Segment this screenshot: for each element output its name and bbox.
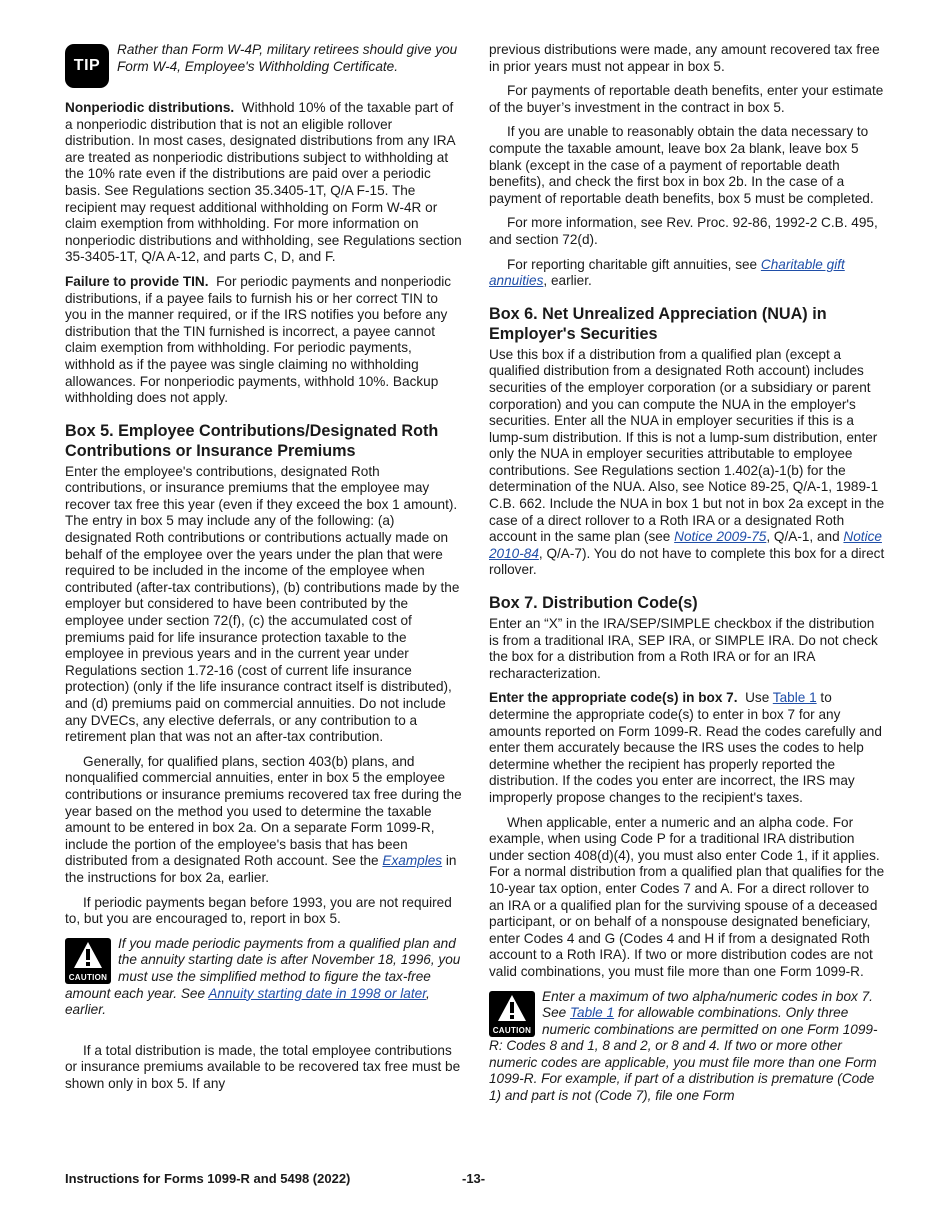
footer-title: Instructions for Forms 1099-R and 5498 (2022) [65, 1171, 351, 1186]
left-column [65, 42, 462, 1100]
box5-paragraph-3: If periodic payments began before 1993, you are not required to, but you are encouraged to, report in box 5. [65, 894, 452, 927]
caution-note-2 [489, 989, 886, 1105]
table-1-link[interactable]: Table 1 [772, 690, 817, 706]
caution1-text-end: , earlier. [65, 985, 430, 1018]
tip-icon: TIP [65, 44, 109, 88]
annuity-starting-date-link[interactable]: Annuity starting date in 1998 or later [208, 985, 426, 1001]
nonperiodic-heading: Nonperiodic distributions. [65, 100, 235, 115]
caution-icon [489, 991, 535, 1037]
right-paragraph-5 [489, 257, 886, 290]
warning-triangle-icon [73, 941, 103, 969]
notice-2009-75-link[interactable]: Notice 2009-75 [674, 529, 767, 545]
box5-heading: Box 5. Employee Contributions/Designated Roth Contributions or Insurance Premiums [65, 421, 439, 460]
failure-tin-heading: Failure to provide TIN. [65, 273, 209, 289]
box5-p2-text: Generally, for qualified plans, section 403(b) plans, and nonqualified commercial annuities, enter in box 5 the employee contributions or insurance premiums recovered tax free during the year based on the method you used to determine the taxable amount to be entered in box 2a. On a separate Form 1099-R, include the portion of the employee's basis that has been distributed from a designated Roth account. See the [65, 753, 462, 869]
box7-p2-text-end: to determine the appropriate code(s) to enter in box 7 for any amounts reported on Form 1099-R. Read the codes carefully and enter them accurately because the IRS uses the codes to help determine whether the recipient has properly reported the distribution. If the codes you enter are incorrect, the IRS may improperly propose changes to the recipient's taxes. [489, 690, 882, 805]
notice-2010-84-link[interactable]: Notice 2010-84 [489, 529, 882, 561]
caution-text-1 [65, 936, 462, 1019]
box5-paragraph-1: Enter the employee's contributions, designated Roth contributions, or insurance premiums that the employee may recover tax free this year (even if they exceed the box 1 amount). The entry in box 5 may include any of the following: (a) designated Roth contributions or contributions actually made on behalf of the employee over the years under the plan that were required to be included in the income of the employee when contributed (after-tax contributions), (b) contributions made by the employer but considered to have been contributed by the employee under section 72(f), (c) the accumulated cost of premiums paid for life insurance protection taxable to the employee in previous years and in the current year under Regulations section 1.72-16 (cost of current life insurance protection) (only if the life insurance contract itself is distributed), and (d) premiums paid on commercial annuities. Do not include any DVECs, any elective deferrals, or any contribution to a retirement plan that was not an after-tax contribution. [65, 463, 460, 745]
failure-tin-paragraph [65, 274, 462, 407]
caution-label: CAUTION [68, 972, 108, 982]
table-1-link-caution[interactable]: Table 1 [569, 1005, 615, 1021]
box6-paragraph [489, 347, 886, 579]
right-column [489, 42, 886, 1117]
caution-icon [65, 938, 111, 984]
page-number: -13- [462, 1171, 486, 1186]
box5-paragraph-2 [65, 754, 462, 887]
right-paragraph-4: For more information, see Rev. Proc. 92-86, 1992-2 C.B. 495, and section 72(d). [489, 215, 878, 247]
caution2-text-end: for allowable combinations. Only three numeric combinations are permitted on one Form 1099-R: Codes 8 and 1, 8 and 2, or 8 and 4. If two or more other numeric codes are applicable, you must file more than one Form 1099-R. For example, if part of a distribution is premature (Code 1) and part is not (Code 7), file one Form [489, 1005, 878, 1104]
box5-paragraph-4: If a total distribution is made, the total employee contributions or insurance premiums available to be recovered tax free must be shown only in box 5. If any [65, 1042, 461, 1091]
right-paragraph-3: If you are unable to reasonably obtain the data necessary to compute the taxable amount, leave box 2a blank, leave box 5 blank (except in the case of a payment of reportable death benefits), and check the first box in box 2b. In the case of a payment of reportable death benefits, box 5 must be completed. [489, 124, 874, 206]
failure-tin-text: For periodic payments and nonperiodic distributions, if a payee fails to furnish his or her correct TIN to you in the manner required, or if the IRS notifies you before any distribution that the TIN furnished is incorrect, a payee cannot claim exemption from withholding. For periodic payments, withhold as if the payee was single claiming no withholding allowances. For nonperiodic payments, withhold 10%. Backup withholding does not apply. [65, 273, 452, 406]
nonperiodic-text: Withhold 10% of the taxable part of a nonperiodic distribution that is not an eligible rollover distribution. In most cases, designated distributions from any IRA are treated as nonperiodic distributions subject to withholding at the 10% rate even if the distributions are paid over a periodic basis. See Regulations section 35.3405-1T, Q/A F-15. The recipient may request additional withholding on Form W-4R or claim exemption from withholding. For more information on nonperiodic distributions and withholding, see Regulations section 35-3405-1T, Q/A A-12, and parts C, D, and F. [65, 100, 462, 265]
box7-p2-text: Use [745, 690, 773, 706]
box7-heading: Box 7. Distribution Code(s) [489, 594, 698, 613]
box7-paragraph-3: When applicable, enter a numeric and an alpha code. For example, when using Code P for a traditional IRA distribution under section 408(d)(4), you must also enter Code 1, if it applies. For a normal distribution from a qualified plan that qualifies for the 10-year tax option, enter Codes 7 and A. For a direct rollover to an IRA or a qualified plan for the surviving spouse of a deceased participant, or on behalf of a nonspouse designated beneficiary, enter Codes 4 and G (Codes 4 and H if from a designated Roth account to a Roth IRA). If two or more distribution codes are not valid combinations, you must file more than one Form 1099-R. [489, 814, 885, 979]
box7-paragraph-2 [489, 690, 886, 806]
box6-text: Use this box if a distribution from a qualified plan (except a qualified distribution from a designated Roth account) includes securities of the employer corporation (or a subsidiary or parent corporation) and you can compute the NUA in the employer's securities. Enter all the NUA in employer securities if this is a lump-sum distribution. If this is not a lump-sum distribution, enter only the NUA in employer securities attributable to employee contributions. See Regulations section 1.402(a)-1(b) for the determination of the NUA. Also, see Notice 89-25, Q/A-1, 1989-1 C.B. 662. Include the NUA in box 1 but not in box 2a except in the case of a direct rollover to a Roth IRA or a designated Roth account in the same plan (see [489, 346, 885, 545]
box6-text-mid: , Q/A-1, and [766, 529, 844, 545]
box6-text-end: , Q/A-7). You do not have to complete this box for a direct rollover. [489, 545, 885, 578]
nonperiodic-paragraph [65, 100, 462, 266]
p5-text-end: , earlier. [543, 273, 592, 289]
warning-triangle-icon [497, 994, 527, 1022]
box7-codes-heading: Enter the appropriate code(s) in box 7. [489, 690, 738, 706]
caution-text-2 [489, 989, 886, 1105]
right-paragraph-1: previous distributions were made, any amount recovered tax free in prior years must not appear in box 5. [489, 42, 880, 74]
caution-note-1 [65, 936, 462, 1019]
tip-text: Rather than Form W-4P, military retirees should give you Form W-4, Employee's Withholding Certificate. [117, 42, 458, 74]
caution2-text: Enter a maximum of two alpha/numeric codes in box 7. See [542, 988, 873, 1021]
tip-note [65, 42, 462, 88]
examples-link[interactable]: Examples [382, 853, 443, 869]
box6-heading: Box 6. Net Unrealized Appreciation (NUA) in Employer's Securities [489, 304, 827, 343]
charitable-gift-annuities-link[interactable]: Charitable gift annuities [489, 256, 845, 289]
caution-label: CAUTION [492, 1025, 532, 1035]
box5-p2-text-end: in the instructions for box 2a, earlier. [65, 853, 457, 885]
right-paragraph-2: For payments of reportable death benefits, enter your estimate of the buyer’s investment in the contract in box 5. [489, 83, 884, 115]
caution1-text: If you made periodic payments from a qualified plan and the annuity starting date is after November 18, 1996, you must use the simplified method to figure the tax-free amount each year. See [65, 935, 461, 1001]
box7-paragraph-1: Enter an “X” in the IRA/SEP/SIMPLE checkbox if the distribution is from a traditional IRA, SEP IRA, or SIMPLE IRA. Do not check the box for a distribution from a Roth IRA or for an IRA recharacterization. [489, 616, 878, 681]
p5-text: For reporting charitable gift annuities, see [507, 256, 761, 272]
